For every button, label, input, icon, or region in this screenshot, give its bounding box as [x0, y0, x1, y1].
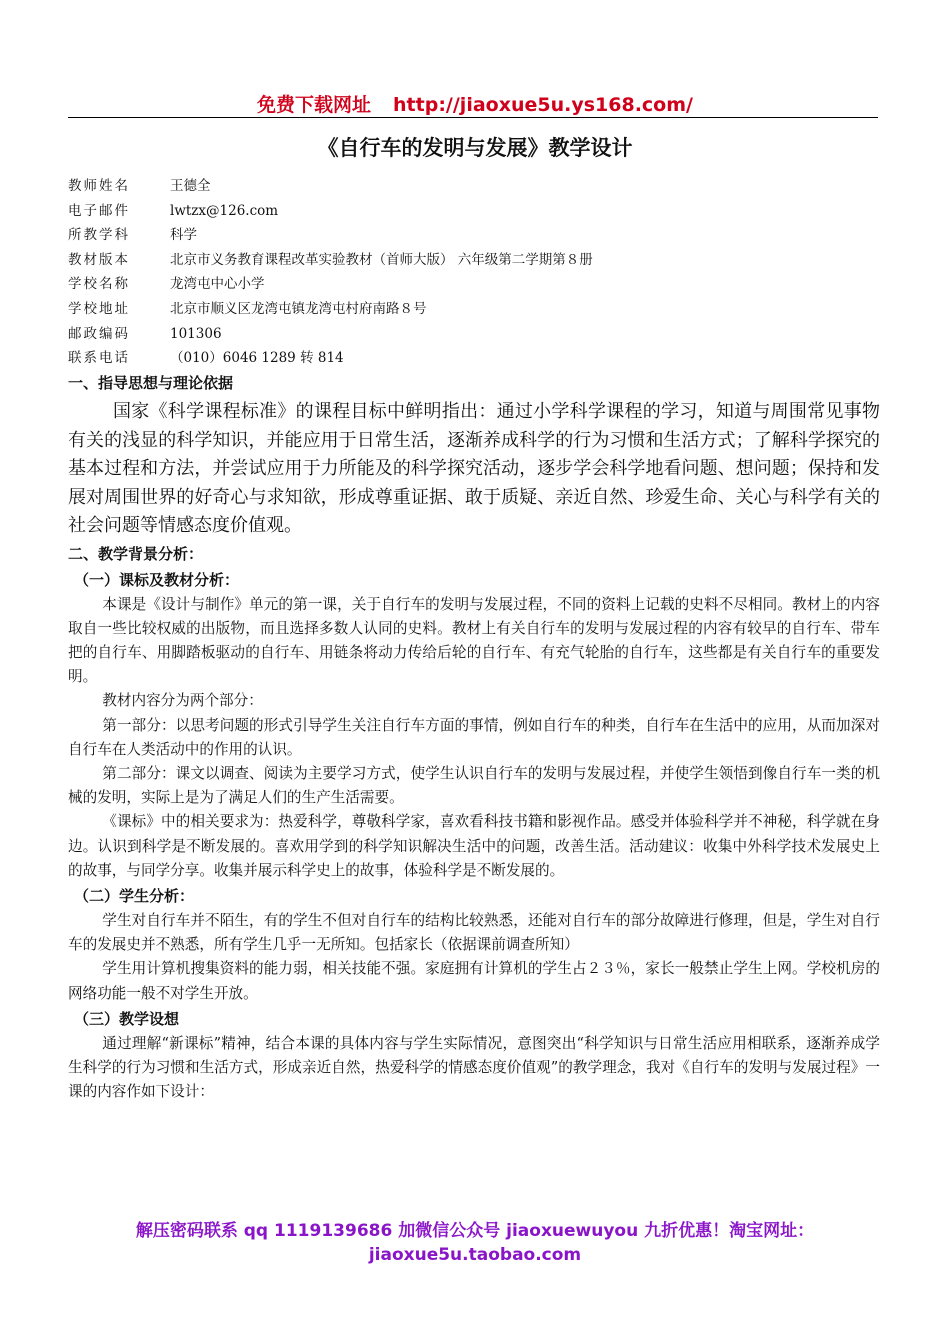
body-paragraph: 学生用计算机搜集资料的能力弱，相关技能不强。家庭拥有计算机的学生占２３％，家长一般禁止学生上网。学校机房的网络功能一般不对学生开放。 — [68, 960, 880, 1002]
email-value[interactable]: lwtzx@126.com — [170, 202, 279, 219]
download-label: 免费下载网址 — [257, 94, 372, 116]
info-value: 王德全 — [170, 178, 211, 194]
info-value: 科学 — [170, 227, 197, 244]
info-label: 教材版本 — [68, 251, 130, 268]
info-row-postcode — [68, 322, 880, 347]
info-label: 电子邮件 — [68, 202, 130, 219]
body-paragraph: 第一部分：以思考问题的形式引导学生关注自行车方面的事情，例如自行车的种类，自行车在生活中的应用，从而加深对自行车在人类活动中的作用的认识。 — [68, 716, 880, 758]
footer-promo — [0, 1219, 950, 1267]
info-value: 北京市顺义区龙湾屯镇龙湾屯村府南路８号 — [170, 300, 427, 317]
footer-contact-line: 解压密码联系 qq 1119139686 加微信公众号 jiaoxuewuyou 九折优惠！淘宝网址： — [135, 1221, 815, 1241]
subsection-heading: （一）课标及教材分析： — [74, 570, 240, 589]
info-row-textbook — [68, 248, 880, 273]
info-value: 101306 — [170, 325, 222, 342]
document-body — [68, 370, 880, 1104]
body-paragraph: 第二部分：课文以调查、阅读为主要学习方式，使学生认识自行车的发明与发展过程，并使学生领悟到像自行车一类的机械的发明，实际上是为了满足人们的生产生活需要。 — [68, 764, 880, 807]
download-banner — [0, 90, 950, 117]
info-label: 联系电话 — [68, 350, 130, 367]
info-label: 学校名称 — [68, 276, 130, 293]
body-paragraph: 《课标》中的相关要求为：热爱科学，尊敬科学家，喜欢看科技书籍和影视作品。感受并体验科学并不神秘，科学就在身边。认识到科学是不断发展的。喜欢用学到的科学知识解决生活中的问题，改善生活。活动建议：收集中外科学技术发展史上的故事，与同学分享。收集并展示科学史上的故事，体验科学是不断发展的。 — [68, 813, 880, 879]
info-row-address — [68, 297, 880, 322]
section-heading: 一、指导思想与理论依据 — [68, 374, 234, 392]
subsection-heading: （三）教学设想 — [74, 1009, 180, 1028]
footer-shop-link[interactable]: jiaoxue5u.taobao.com — [368, 1245, 582, 1265]
info-row-email — [68, 199, 880, 224]
body-paragraph: 国家《科学课程标准》的课程目标中鲜明指出：通过小学科学课程的学习，知道与周围常见事物有关的浅显的科学知识，并能应用于日常生活，逐渐养成科学的行为习惯和生活方式；了解科学探究的基本过程和方法，并尝试应用于力所能及的科学探究活动，逐步学会科学地看问题、想问题；保持和发展对周围世界的好奇心与求知欲，形成尊重证据、敢于质疑、亲近自然、珍爱生命、关心与科学有关的社会问题等情感态度价值观。 — [68, 401, 880, 536]
info-value: （010）6046 1289 转 814 — [170, 350, 344, 367]
info-label: 教师姓名 — [68, 178, 130, 194]
subsection-heading: （二）学生分析： — [74, 886, 195, 905]
info-row-phone — [68, 346, 880, 371]
info-value: 龙湾屯中心小学 — [170, 276, 265, 293]
info-row-school — [68, 272, 880, 297]
body-paragraph: 通过理解“新课标”精神，结合本课的具体内容与学生实际情况，意图突出“科学知识与日常生活应用相联系，逐渐养成学生科学的行为习惯和生活方式，形成亲近自然，热爱科学的情感态度价值观”的教学理念，我对《自行车的发明与发展过程》一课的内容作如下设计： — [68, 1034, 880, 1101]
document-title: 《自行车的发明与发展》教学设计 — [317, 136, 633, 160]
teacher-info-block — [68, 174, 880, 371]
section-heading: 二、教学背景分析： — [68, 544, 204, 563]
body-paragraph: 教材内容分为两个部分： — [102, 692, 263, 710]
info-label: 所教学科 — [68, 227, 130, 244]
info-row-teacher — [68, 174, 880, 199]
info-label: 邮政编码 — [68, 325, 130, 342]
header-divider — [68, 117, 878, 118]
info-label: 学校地址 — [68, 300, 130, 317]
info-value: 北京市义务教育课程改革实验教材（首师大版） 六年级第二学期第８册 — [170, 251, 593, 268]
body-paragraph: 学生对自行车并不陌生，有的学生不但对自行车的结构比较熟悉，还能对自行车的部分故障进行修理，但是，学生对自行车的发展史并不熟悉，所有学生几乎一无所知。包括家长（依据课前调查所知） — [68, 911, 880, 954]
info-row-subject — [68, 223, 880, 248]
download-url-link[interactable]: http://jiaoxue5u.ys168.com/ — [393, 94, 693, 116]
body-paragraph: 本课是《设计与制作》单元的第一课，关于自行车的发明与发展过程，不同的资料上记载的史料不尽相同。教材上的内容取自一些比较权威的出版物，而且选择多数人认同的史料。教材上有关自行车的发明与发展过程的内容有较早的自行车、带车把的自行车、用脚踏板驱动的自行车、用链条将动力传给后轮的自行车、有充气轮胎的自行车，这些都是有关自行车的重要发明。 — [68, 595, 880, 686]
